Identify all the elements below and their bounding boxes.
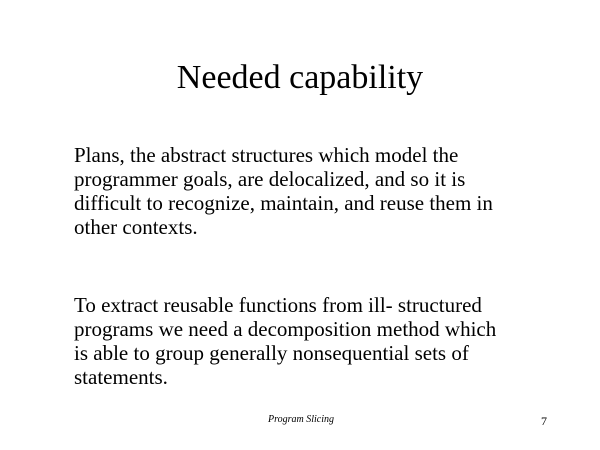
paragraph-line: Plans, the abstract structures which model the xyxy=(74,143,459,167)
paragraph-line: other contexts. xyxy=(74,215,198,239)
paragraph-line: programs we need a decomposition method which xyxy=(74,317,497,341)
slide-title: Needed capability xyxy=(176,59,424,96)
paragraph-line: To extract reusable functions from ill- structured xyxy=(74,293,482,317)
paragraph-line: difficult to recognize, maintain, and reuse them in xyxy=(74,191,493,215)
paragraph-extract xyxy=(74,293,554,389)
page-number: 7 xyxy=(541,414,547,428)
paragraph-line: programmer goals, are delocalized, and so it is xyxy=(74,167,466,191)
paragraph-line: statements. xyxy=(74,365,168,389)
paragraph-line: is able to group generally nonsequential sets of xyxy=(74,341,469,365)
paragraph-plans xyxy=(74,143,554,239)
slide-footer: Program Slicing xyxy=(268,414,335,425)
